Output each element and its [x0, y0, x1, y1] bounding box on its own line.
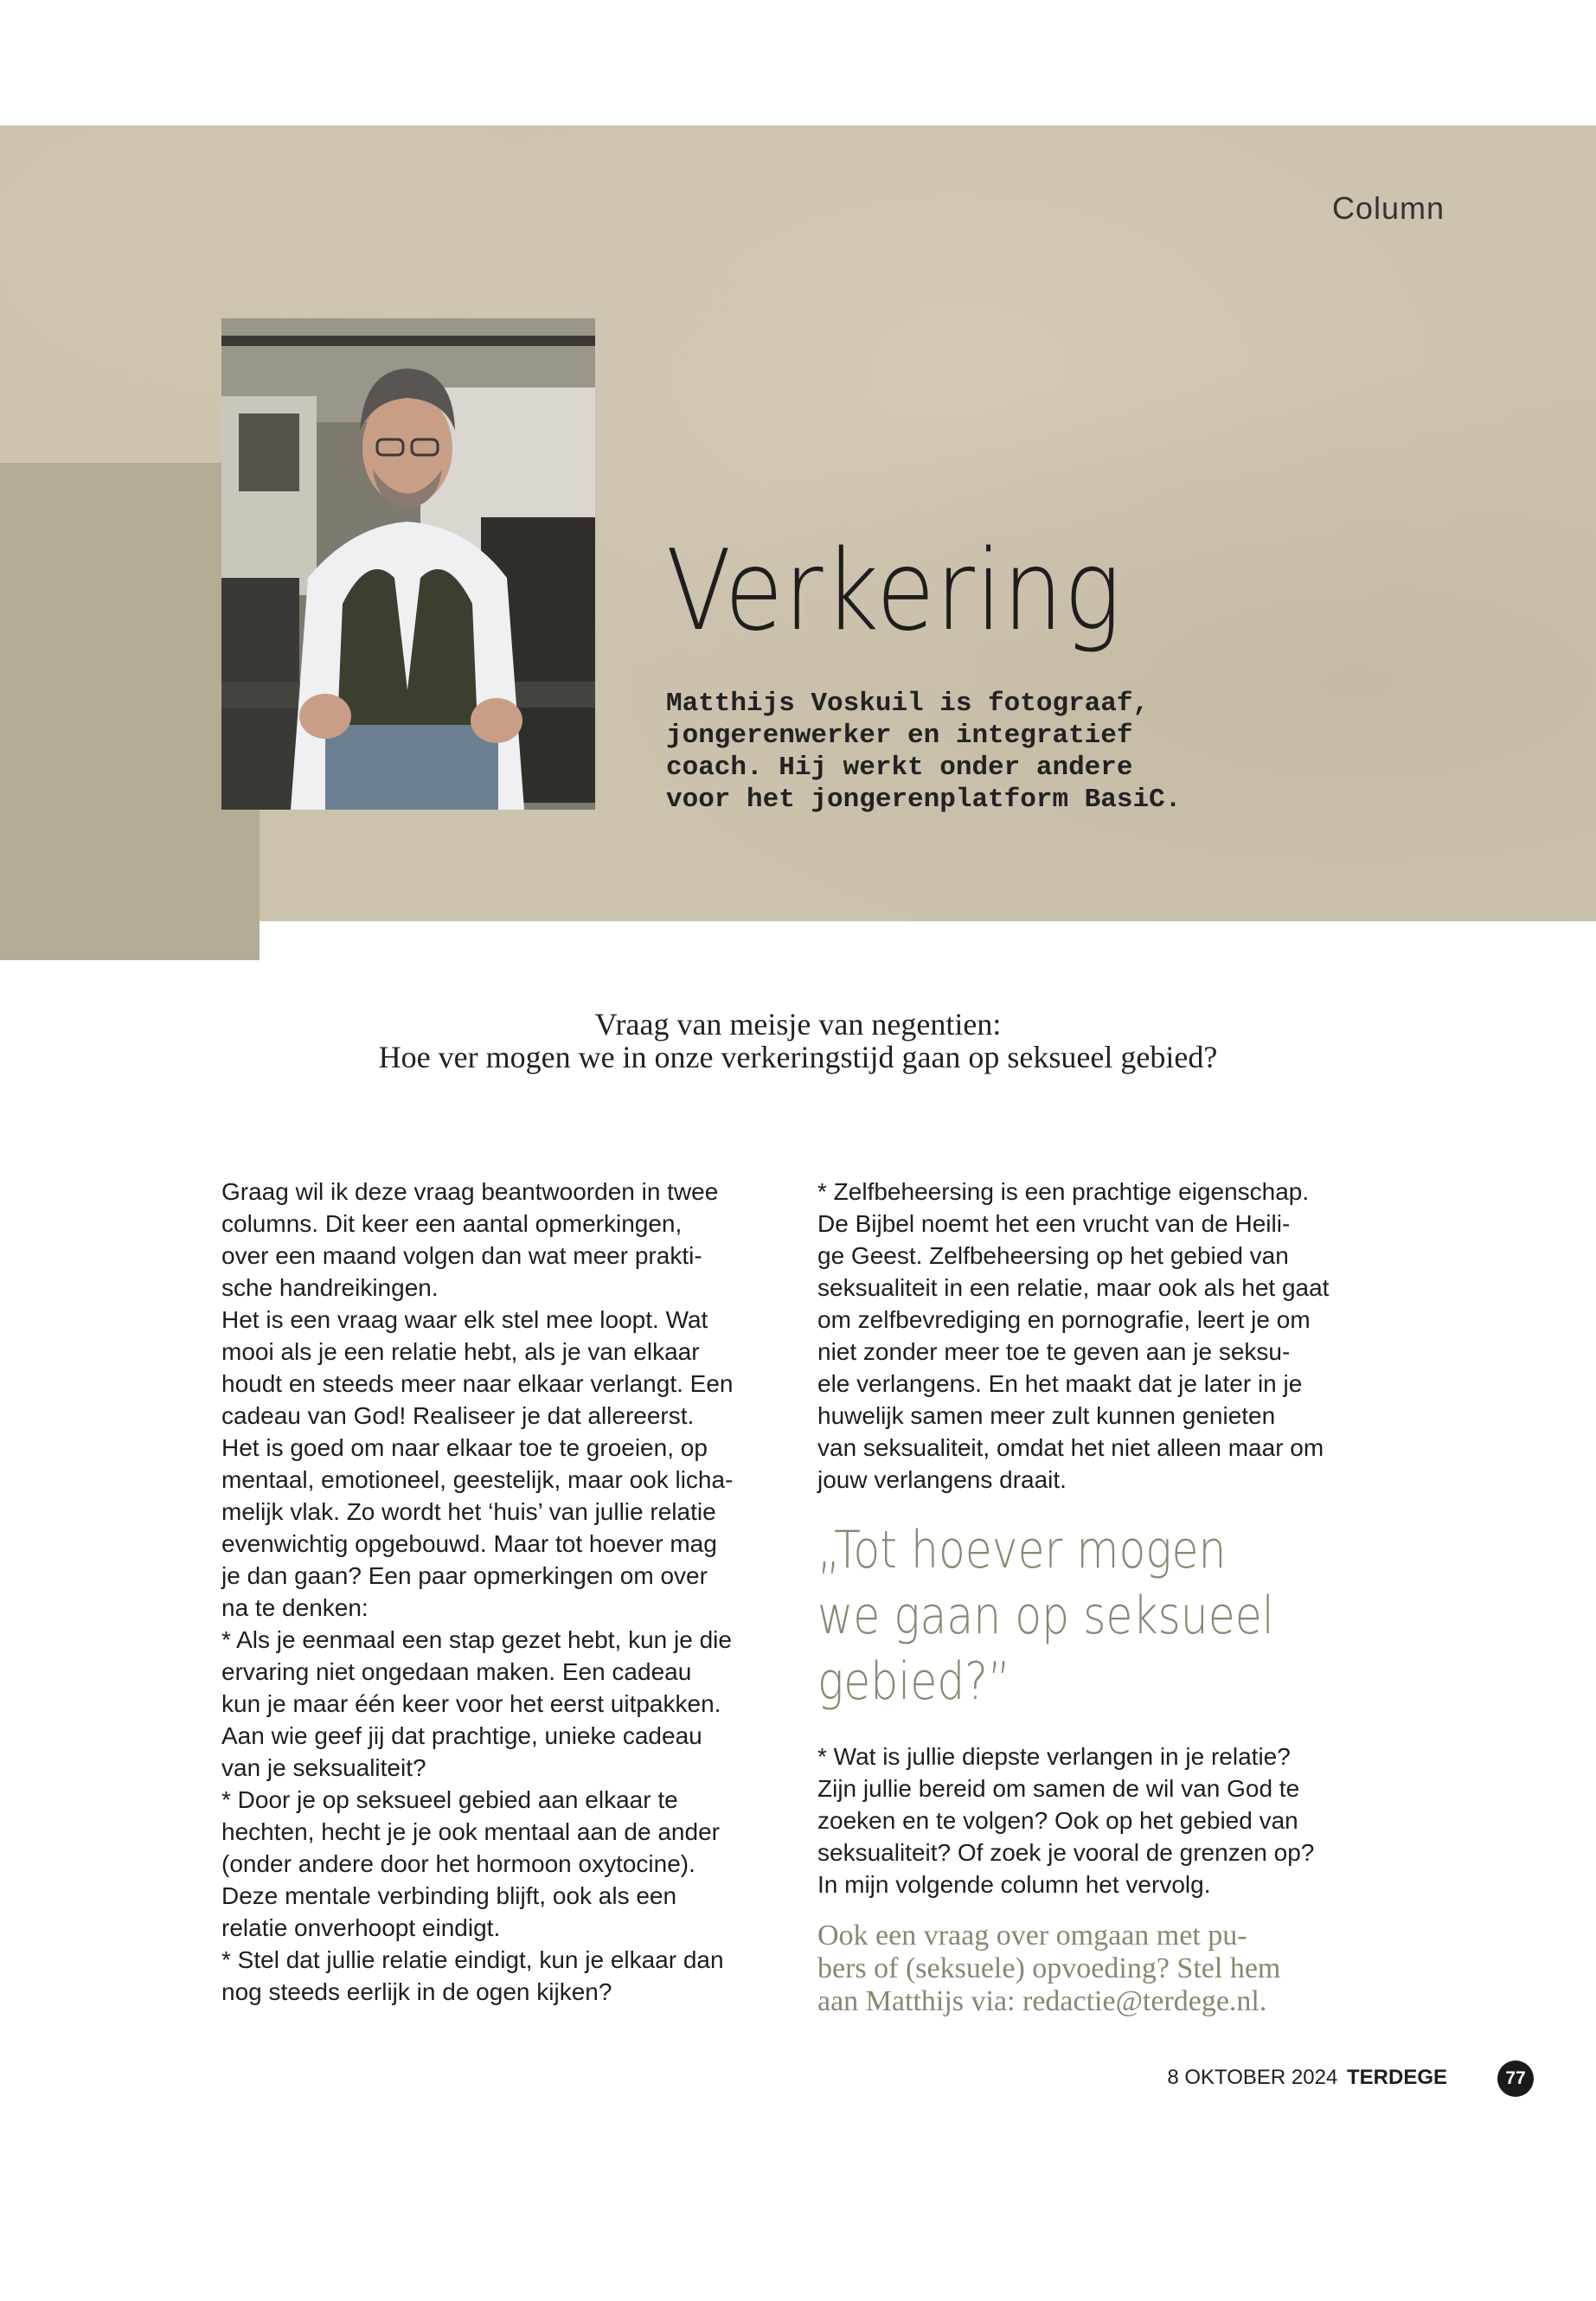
- page-title: Verkering: [666, 527, 1122, 656]
- decorative-block: [0, 463, 260, 960]
- article-column-right: [817, 1176, 1388, 2018]
- paragraph: Graag wil ik deze vraag beantwoorden in twee columns. Dit keer een aantal opmerkingen, over een maand volgen dan wat meer prakti- sche handreikingen.: [221, 1178, 719, 1301]
- paragraph: * Als je eenmaal een stap gezet hebt, kun je die ervaring niet ongedaan maken. Een cadeau kun je maar één keer voor het eerst uitpakken. Aan wie geef jij dat prachtige, unieke cadeau van je seksualiteit?: [221, 1626, 732, 1781]
- question-text: Hoe ver mogen we in onze verkeringstijd gaan op seksueel gebied?: [378, 1040, 1218, 1074]
- paragraph: * Zelfbeheersing is een prachtige eigenschap. De Bijbel noemt het een vrucht van de Heili- ge Geest. Zelfbeheersing op het gebied van seksualiteit in een relatie, maar ook als het gaat om zelfbevrediging en pornografie, leert je om niet zonder meer toe te geven aan je seksu- ele verlangens. En het maakt dat je later in je huwelijk samen meer zult kunnen genieten van seksualiteit, omdat het niet alleen maar om jouw verlangens draait.: [817, 1178, 1330, 1493]
- paragraph: * Door je op seksueel gebied aan elkaar te hechten, hecht je je ook mentaal aan de ander (onder andere door het hormoon oxytocine). Deze mentale verbinding blijft, ook als een relatie onverhoopt eindigt.: [221, 1786, 720, 1941]
- paragraph: Het is een vraag waar elk stel mee loopt. Wat mooi als je een relatie hebt, als je van elkaar houdt en steeds meer naar elkaar verlangt. Een cadeau van God! Realiseer je dat allereerst.: [221, 1306, 734, 1429]
- paragraph: Het is goed om naar elkaar toe te groeien, op mentaal, emotioneel, geestelijk, maar ook licha- melijk vlak. Zo wordt het ‘huis’ van jullie relatie evenwichtig opgebouwd. Maar tot hoever mag je dan gaan? Een paar opmerkingen om over na te denken:: [221, 1434, 734, 1621]
- magazine-brand: TERDEGE: [1346, 2066, 1447, 2089]
- author-bio: Matthijs Voskuil is fotograaf, jongerenwerker en integratief coach. Hij werkt onder andere voor het jongerenplatform BasiC.: [666, 689, 1182, 815]
- question-intro: Vraag van meisje van negentien:: [594, 1007, 1002, 1042]
- issue-date: 8 OKTOBER 2024: [1167, 2066, 1338, 2089]
- contact-note: Ook een vraag over omgaan met pu- bers of (seksuele) opvoeding? Stel hem aan Matthijs via: redactie@terdege.nl.: [817, 1920, 1281, 2017]
- page-footer: [1167, 2066, 1447, 2090]
- article-column-left: [221, 1176, 792, 2008]
- paragraph: * Wat is jullie diepste verlangen in je relatie? Zijn jullie bereid om samen de wil van God te zoeken en te volgen? Ook op het gebied van seksualiteit? Of zoek je vooral de grenzen op? In mijn volgende column het vervolg.: [817, 1743, 1315, 1898]
- section-label: Column: [1331, 190, 1445, 226]
- paragraph: * Stel dat jullie relatie eindigt, kun je elkaar dan nog steeds eerlijk in de ogen kijken?: [221, 1946, 724, 2005]
- author-photo: [221, 318, 595, 810]
- page-number: 77: [1497, 2061, 1534, 2097]
- reader-question: [0, 1008, 1596, 1074]
- pull-quote: „Tot hoever mogen we gaan op seksueel gebied?”: [817, 1520, 1274, 1712]
